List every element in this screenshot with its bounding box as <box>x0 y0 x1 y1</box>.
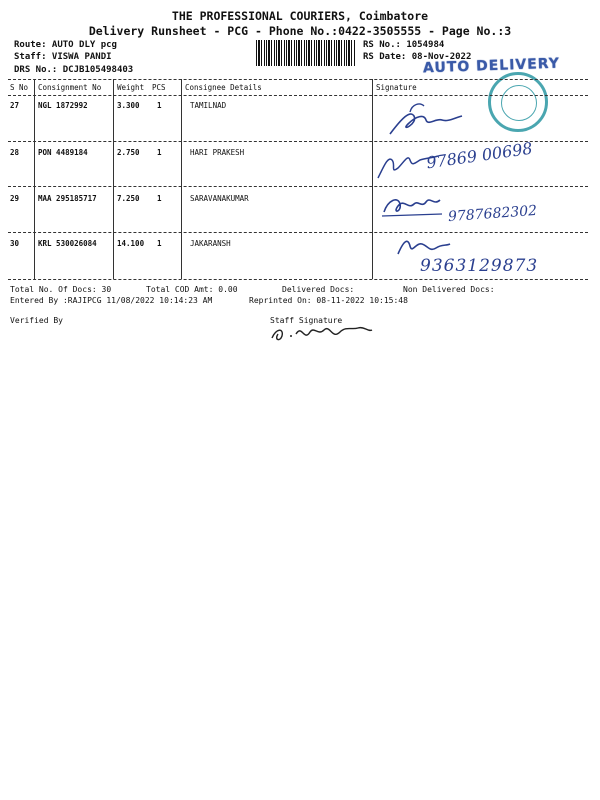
consignee-cell: JAKARANSH <box>190 239 231 248</box>
row-divider <box>8 232 588 233</box>
col-header-signature: Signature <box>376 83 417 92</box>
col-header-weight: Weight <box>117 83 145 92</box>
runsheet-title: Delivery Runsheet - PCG - Phone No.:0422-3505555 - Page No.:3 <box>88 24 512 38</box>
entered-by: Entered By :RAJIPCG 11/08/2022 10:14:23 AM <box>10 296 213 305</box>
consignee-cell: SARAVANAKUMAR <box>190 194 249 203</box>
col-header-sno: S No <box>10 83 29 92</box>
delivered-docs: Delivered Docs: <box>282 285 355 294</box>
total-cod: Total COD Amt: 0.00 <box>146 285 238 294</box>
sno-cell: 27 <box>10 101 20 110</box>
staff-signature-scribble <box>268 320 378 348</box>
sno-cell: 28 <box>10 148 20 157</box>
pcs-cell: 1 <box>157 101 162 110</box>
handwritten-phone: 97869 00698 <box>425 138 534 173</box>
pcs-cell: 1 <box>157 239 162 248</box>
verified-by-label: Verified By <box>10 316 63 325</box>
column-divider <box>372 79 373 279</box>
staff-signature-label: Staff Signature <box>270 316 343 325</box>
auto-delivery-stamp: AUTO DELIVERY <box>422 55 561 77</box>
col-header-pcs: PCS <box>152 83 166 92</box>
weight-cell: 14.100 <box>117 239 145 248</box>
signature-scribble <box>378 190 458 220</box>
sno-cell: 30 <box>10 239 20 248</box>
col-header-consignment: Consignment No <box>38 83 102 92</box>
non-delivered-docs: Non Delivered Docs: <box>403 285 495 294</box>
consignment-cell: NGL 1872992 <box>38 101 88 110</box>
staff-label: Staff: VISWA PANDI <box>14 52 112 62</box>
handwritten-phone: 9363129873 <box>420 256 539 276</box>
table-bottom-rule <box>8 279 588 280</box>
pcs-cell: 1 <box>157 194 162 203</box>
consignment-cell: PON 4489184 <box>38 148 88 157</box>
drs-number: DRS No.: DCJB105498403 <box>14 65 134 75</box>
handwritten-phone: 9787682302 <box>447 202 538 226</box>
rs-number: RS No.: 1054984 <box>363 40 445 50</box>
column-divider <box>34 79 35 279</box>
total-docs: Total No. Of Docs: 30 <box>10 285 112 294</box>
weight-cell: 7.250 <box>117 194 140 203</box>
consignment-cell: MAA 295185717 <box>38 194 97 203</box>
rs-date: RS Date: 08-Nov-2022 <box>363 52 472 62</box>
delivery-seal-icon <box>488 72 548 132</box>
table-top-rule <box>8 79 588 80</box>
row-divider <box>8 186 588 187</box>
column-divider <box>113 79 114 279</box>
weight-cell: 2.750 <box>117 148 140 157</box>
sno-cell: 29 <box>10 194 20 203</box>
company-title: THE PROFESSIONAL COURIERS, Coimbatore <box>171 9 429 23</box>
reprinted-on: Reprinted On: 08-11-2022 10:15:48 <box>249 296 408 305</box>
col-header-consignee: Consignee Details <box>185 83 262 92</box>
weight-cell: 3.300 <box>117 101 140 110</box>
barcode <box>256 40 356 66</box>
consignee-cell: TAMILNAD <box>190 101 227 110</box>
route-label: Route: AUTO DLY pcg <box>14 40 117 50</box>
signature-scribble <box>380 98 490 142</box>
pcs-cell: 1 <box>157 148 162 157</box>
consignee-cell: HARI PRAKESH <box>190 148 245 157</box>
consignment-cell: KRL 530026084 <box>38 239 97 248</box>
column-divider <box>181 79 182 279</box>
table-header-rule <box>8 95 588 96</box>
